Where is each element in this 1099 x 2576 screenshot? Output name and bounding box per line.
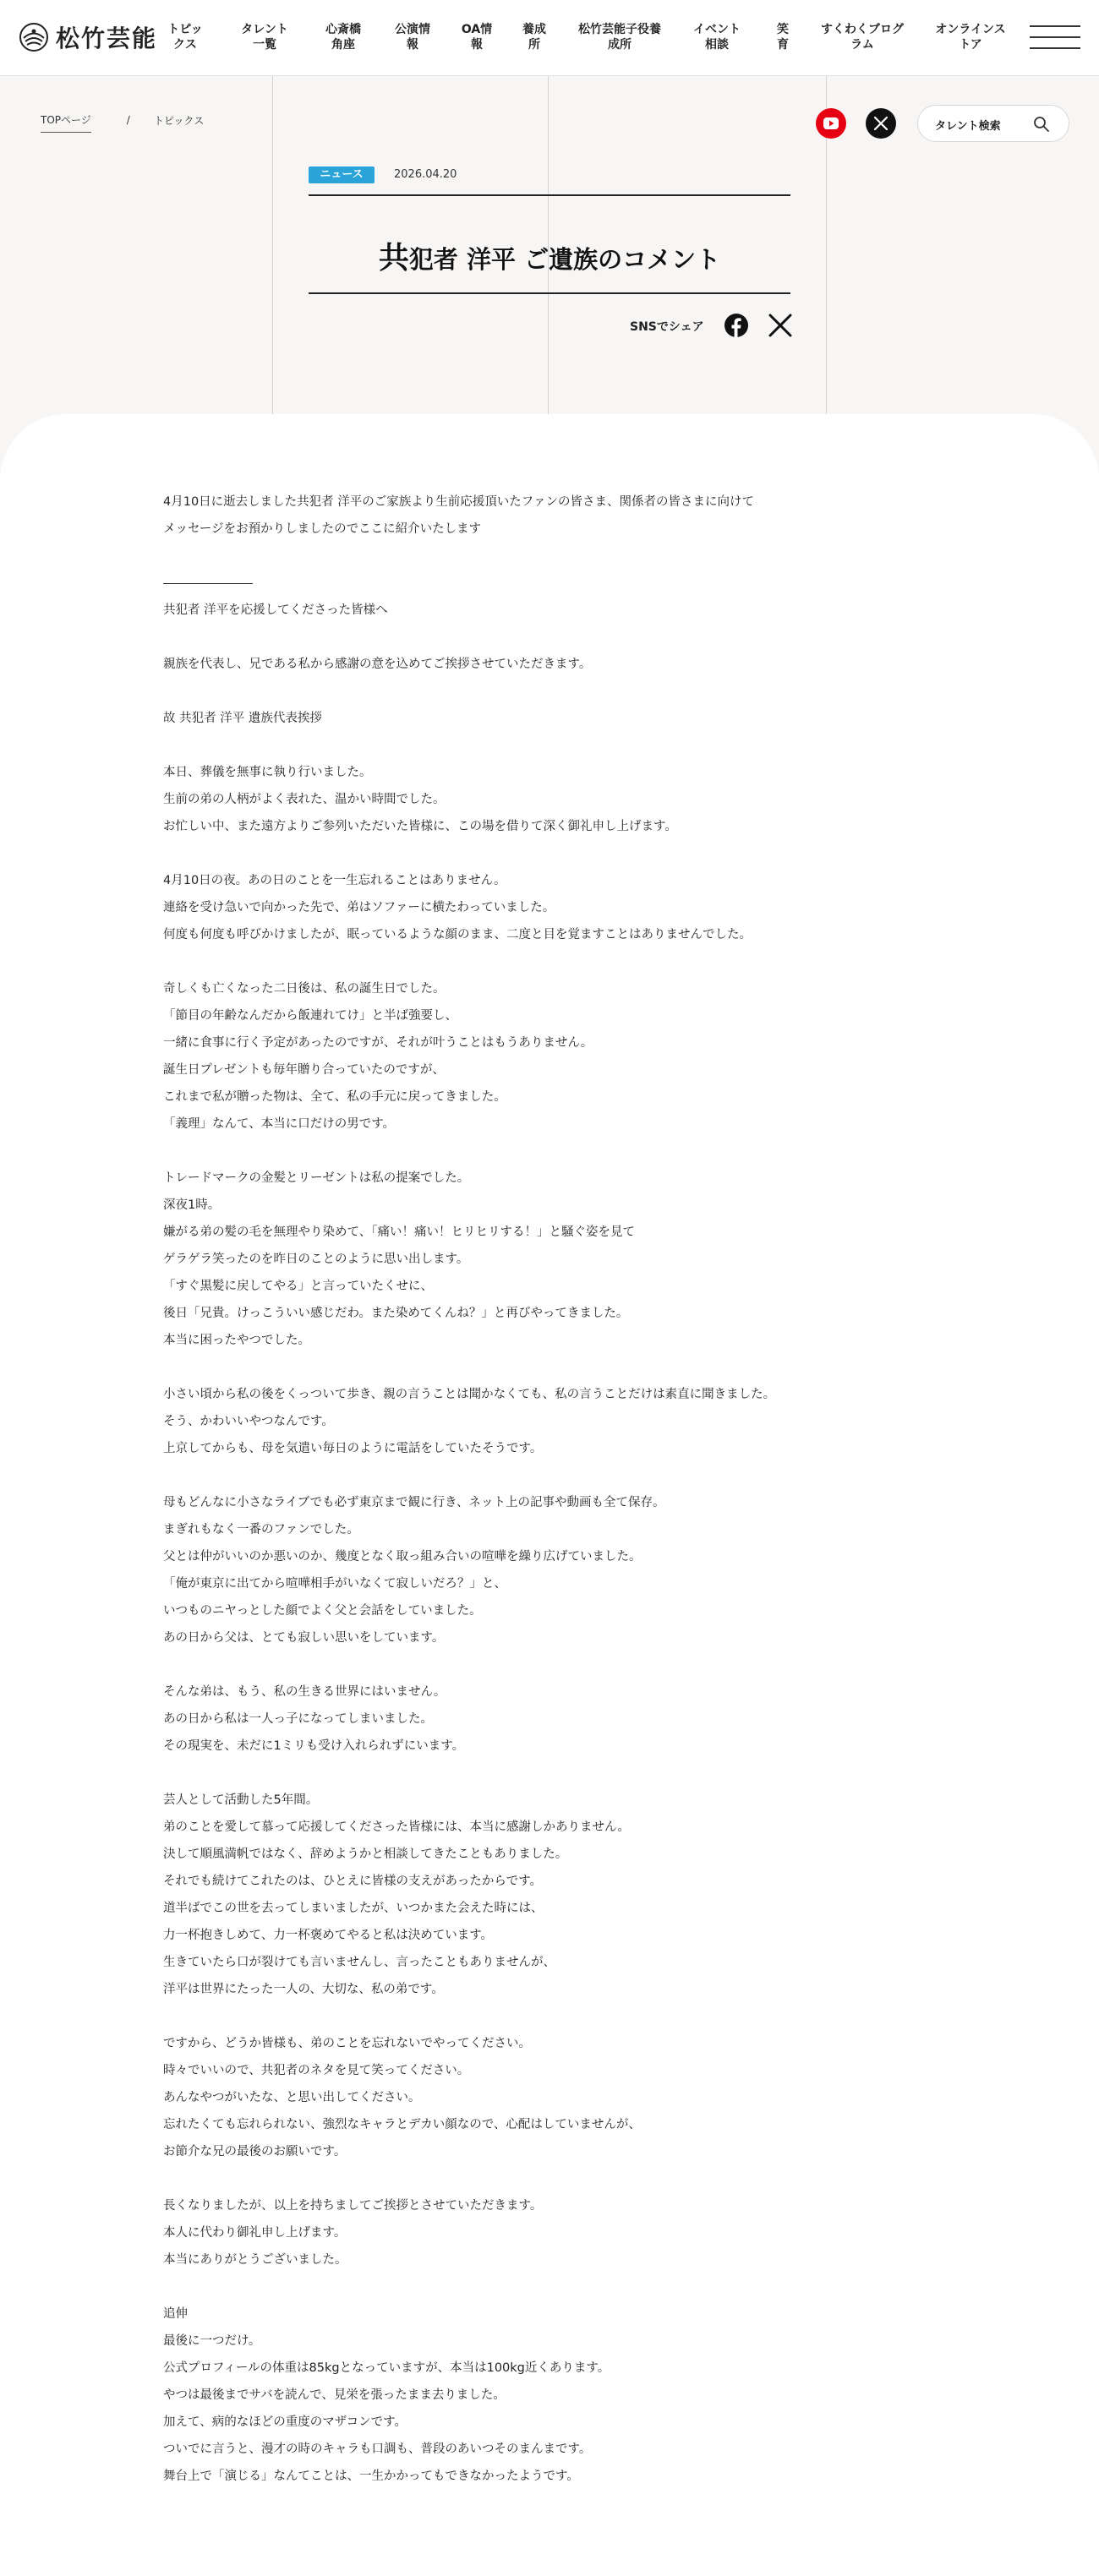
nav-kadoza[interactable]: 心斎橋 角座 xyxy=(325,23,361,52)
paragraph-line: 本日、葬儀を無事に執り行いました。 xyxy=(163,766,372,779)
nav-child-actor-school[interactable]: 松竹芸能子役養 成所 xyxy=(578,23,661,52)
paragraph-line: そう、かわいいやつなんです。 xyxy=(163,1415,334,1428)
paragraph-line: 「すぐ黒髪に戻してやる」と言っていたくせに、 xyxy=(163,1280,433,1293)
paragraph-line: あの日から父は、とても寂しい思いをしています。 xyxy=(163,1631,445,1645)
nav-online-store[interactable]: オンラインス トア xyxy=(935,23,1006,52)
paragraph-line: 上京してからも、母を気遣い毎日のように電話をしていたそうです。 xyxy=(163,1442,543,1455)
paragraph-line: 連絡を受け急いで向かった先で、弟はソファーに横たわっていました。 xyxy=(163,901,555,914)
spacer xyxy=(163,1462,941,1489)
nav-blog[interactable]: すくわくブログ ラム xyxy=(821,23,904,52)
paragraph-line: まぎれもなく一番のファンでした。 xyxy=(163,1523,359,1536)
breadcrumb-top-link[interactable]: TOPページ xyxy=(41,112,91,133)
spacer xyxy=(163,678,941,705)
spacer xyxy=(163,543,941,570)
paragraph-line: ゲラゲラ笑ったのを昨日のことのように思い出します。 xyxy=(163,1253,469,1266)
paragraph-line: 小さい頃から私の後をくっついて歩き、親の言うことは聞かなくても、私の言うことだけは素直に聞きました。 xyxy=(163,1388,776,1401)
paragraph-line: 「義理」なんて、本当に口だけの男です。 xyxy=(163,1117,396,1131)
spacer xyxy=(163,1651,941,1678)
paragraph-line: 本当に困ったやつでした。 xyxy=(163,1334,310,1347)
menu-icon[interactable] xyxy=(1030,24,1080,51)
paragraph-line: 追伸 xyxy=(163,2307,188,2321)
logo[interactable] xyxy=(19,20,157,54)
paragraph-line: そんな弟は、もう、私の生きる世界にはいません。 xyxy=(163,1685,446,1699)
logo-emblem-icon xyxy=(19,22,49,52)
spacer xyxy=(163,2165,941,2192)
paragraph-line: 何度も何度も呼びかけましたが、眠っているような顔のまま、二度と目を覚ますことはありませんでした。 xyxy=(163,928,752,941)
title-lead: 共 xyxy=(378,241,409,276)
spacer xyxy=(163,732,941,759)
paragraph-line: 一緒に食事に行く予定があったのですが、それが叶うことはもうありません。 xyxy=(163,1036,593,1050)
paragraph-line: 親族を代表し、兄である私から感謝の意を込めてご挨拶させていただきます。 xyxy=(163,658,592,671)
site-header xyxy=(0,0,1099,76)
paragraph-line: やつは最後までサバを読んで、見栄を張ったまま去りました。 xyxy=(163,2388,506,2402)
youtube-icon[interactable] xyxy=(816,108,846,139)
paragraph-line: 長くなりましたが、以上を持ちましてご挨拶とさせていただきます。 xyxy=(163,2199,543,2213)
nav-event-consult[interactable]: イベント 相談 xyxy=(693,23,741,52)
paragraph-line: 弟のことを愛して慕って応援してくださった皆様には、本当に感謝しかありません。 xyxy=(163,1820,630,1834)
paragraph-line: 公式プロフィールの体重は85kgとなっていますが、本当は100kg近くあります。 xyxy=(163,2361,610,2375)
paragraph-line: 洋平は世界にたった一人の、大切な、私の弟です。 xyxy=(163,1983,444,1996)
paragraph-line: その現実を、未だに1ミリも受け入れられずにいます。 xyxy=(163,1739,465,1753)
nav-school[interactable]: 養成 所 xyxy=(522,23,546,52)
nav-shoiku[interactable]: 笑 育 xyxy=(777,23,789,52)
paragraph-line: 奇しくも亡くなった二日後は、私の誕生日でした。 xyxy=(163,982,446,996)
logo-text: 松竹芸能 xyxy=(56,25,158,52)
page-title xyxy=(309,234,790,277)
paragraph-line: 誕生日プレゼントも毎年贈り合っていたのですが、 xyxy=(163,1063,445,1077)
spacer xyxy=(163,1138,941,1165)
spacer xyxy=(163,1760,941,1787)
paragraph-line: 力一杯抱きしめて、力一杯褒めてやると私は決めています。 xyxy=(163,1929,494,1942)
intro-line: メッセージをお預かりしましたのでここに紹介いたします xyxy=(163,522,482,536)
talent-search[interactable] xyxy=(917,105,1069,142)
breadcrumb-current: トピックス xyxy=(153,114,205,127)
paragraph-line: 生きていたら口が裂けても言いませんし、言ったこともありませんが、 xyxy=(163,1956,555,1969)
x-share-icon[interactable] xyxy=(768,314,792,337)
paragraph-line: お忙しい中、また遠方よりご参列いただいた皆様に、この場を借りて深く御礼申し上げます。 xyxy=(163,820,677,833)
spacer xyxy=(163,2273,941,2300)
category-badge: ニュース xyxy=(309,166,375,183)
paragraph-line: 「節目の年齢なんだから飯連れてけ」と半ば強要し、 xyxy=(163,1009,457,1023)
paragraph-line: これまで私が贈った物は、全て、私の手元に戻ってきました。 xyxy=(163,1090,506,1104)
paragraph-line: 父とは仲がいいのか悪いのか、幾度となく取っ組み合いの喧嘩を繰り広げていました。 xyxy=(163,1550,642,1564)
intro-line: 4月10日に逝去しました共犯者 洋平のご家族より生前応援頂いたファンの皆さま、関係者の皆さまに向けて xyxy=(163,495,754,509)
paragraph-line: 深夜1時。 xyxy=(163,1198,221,1212)
grid-line xyxy=(272,76,273,431)
paragraph-line: ですから、どうか皆様も、弟のことを忘れないでやってください。 xyxy=(163,2037,531,2050)
x-icon[interactable] xyxy=(866,108,896,139)
paragraph-line: 加えて、病的なほどの重度のマザコンです。 xyxy=(163,2415,407,2429)
paragraph-line: あの日から私は一人っ子になってしまいました。 xyxy=(163,1712,433,1726)
paragraph-line: 嫌がる弟の髪の毛を無理やり染めて、「痛い！痛い！ヒリヒリする！」と騒ぐ姿を見て xyxy=(163,1225,635,1239)
paragraph-line: 本当にありがとうございました。 xyxy=(163,2253,347,2267)
paragraph-line: トレードマークの金髪とリーゼントは私の提案でした。 xyxy=(163,1171,470,1185)
title-rest: 犯者 洋平 ご遺族のコメント xyxy=(408,245,721,275)
paragraph-line: 後日「兄貴。けっこういい感じだわ。また染めてくんね？」と再びやってきました。 xyxy=(163,1307,629,1320)
paragraph-line: お節介な兄の最後のお願いです。 xyxy=(163,2145,347,2158)
paragraph-line: それでも続けてこれたのは、ひとえに皆様の支えがあったからです。 xyxy=(163,1875,543,1888)
spacer xyxy=(163,840,941,867)
title-rule-top xyxy=(309,194,790,196)
paragraph-line: 故 共犯者 洋平 遺族代表挨拶 xyxy=(163,712,322,725)
paragraph-line: 「俺が東京に出てから喧嘩相手がいなくて寂しいだろ？」と、 xyxy=(163,1577,506,1591)
breadcrumb-separator: / xyxy=(126,114,130,126)
breadcrumb xyxy=(41,112,204,133)
paragraph-line: 芸人として活動した5年間。 xyxy=(163,1793,319,1807)
post-date: 2026.04.20 xyxy=(394,168,457,181)
talent-search-label: タレント検索 xyxy=(935,120,1001,133)
nav-performance-info[interactable]: 公演情 報 xyxy=(395,23,430,52)
nav-oa-info[interactable]: OA情 報 xyxy=(461,23,493,52)
paragraph-line: 母もどんなに小さなライブでも必ず東京まで観に行き、ネット上の記事や動画も全て保存。 xyxy=(163,1496,665,1509)
article-body xyxy=(163,488,941,2490)
paragraph-line: いつものニヤっとした顔でよく父と会話をしていました。 xyxy=(163,1604,482,1618)
nav-topics[interactable]: トピッ クス xyxy=(167,23,203,52)
paragraph-line: 最後に一つだけ。 xyxy=(163,2334,261,2348)
paragraph-line: 共犯者 洋平を応援してくださった皆様へ xyxy=(163,603,388,617)
paragraph-line: ついでに言うと、漫才の時のキャラも口調も、普段のあいつそのまんまです。 xyxy=(163,2442,592,2456)
paragraph-line: 4月10日の夜。あの日のことを一生忘れることはありません。 xyxy=(163,874,506,887)
paragraph-line: 決して順風満帆ではなく、辞めようかと相談してきたこともありました。 xyxy=(163,1847,568,1861)
divider xyxy=(163,583,253,584)
spacer xyxy=(163,624,941,651)
paragraph-line: 道半ばでこの世を去ってしまいましたが、いつかまた会えた時には、 xyxy=(163,1902,544,1915)
facebook-icon[interactable] xyxy=(724,313,749,338)
paragraph-line: 舞台上で「演じる」なんてことは、一生かかってもできなかったようです。 xyxy=(163,2470,579,2483)
paragraph-line: 本人に代わり御礼申し上げます。 xyxy=(163,2226,347,2240)
spacer xyxy=(163,948,941,975)
spacer xyxy=(163,2003,941,2030)
nav-talent-list[interactable]: タレント 一覧 xyxy=(241,23,288,52)
search-icon xyxy=(1033,116,1050,133)
paragraph-line: 時々でいいので、共犯者のネタを見て笑ってください。 xyxy=(163,2064,470,2077)
paragraph-line: あんなやつがいたな、と思い出してください。 xyxy=(163,2091,421,2104)
paragraph-line: 生前の弟の人柄がよく表れた、温かい時間でした。 xyxy=(163,793,446,806)
share-label: SNSでシェア xyxy=(630,320,704,334)
spacer xyxy=(163,1354,941,1381)
paragraph-line: 忘れたくても忘れられない、強烈なキャラとデカい顔なので、心配はしていませんが、 xyxy=(163,2118,641,2131)
title-rule-bottom xyxy=(309,292,790,294)
